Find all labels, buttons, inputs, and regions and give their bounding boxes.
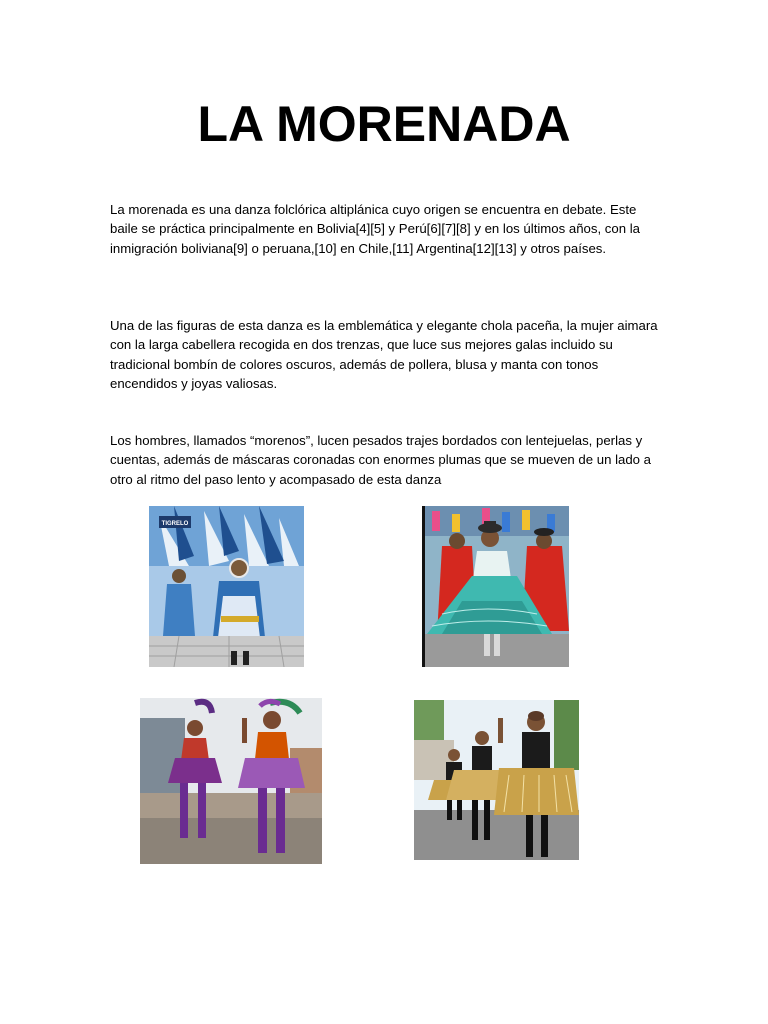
photo-frame-edge (422, 506, 425, 667)
photo-cholita-teal-pollera (422, 506, 569, 667)
photo-sign-text: TIGRELO (161, 521, 189, 527)
page-title: LA MORENADA (197, 96, 571, 152)
photo-dancers-black-gold (414, 700, 579, 860)
paragraph-origin: La morenada es una danza folclórica altiplánica cuyo origen se encuentra en debate. Este baile se práctica principalmente en Bolivia[4][5] y Perú[6][7][8] y en los últimos años, con la inmigración boliviana[9] o peruana,[10] en Chile,[11] Argentina[12][13] y otros países. (110, 202, 640, 256)
paragraph-morenos: Los hombres, llamados “morenos”, lucen pesados trajes bordados con lentejuelas, perlas y cuentas, además de máscaras coronadas con enormes plumas que se mueven de un lado a otro al ritmo del paso lento y acompasado de esta danza (110, 433, 652, 487)
paragraph-chola-pacena: Una de las figuras de esta danza es la emblemática y elegante chola paceña, la mujer aimara con la larga cabellera recogida en dos trenzas, que luce sus mejores galas incluido su tradicional bombín de colores oscuros, además de pollera, blusa y manta con tonos encendidos y joyas valiosas. (110, 318, 658, 391)
photo-two-dancers-purple-boots (140, 698, 322, 864)
photo-blue-costume-dancers (149, 506, 304, 667)
